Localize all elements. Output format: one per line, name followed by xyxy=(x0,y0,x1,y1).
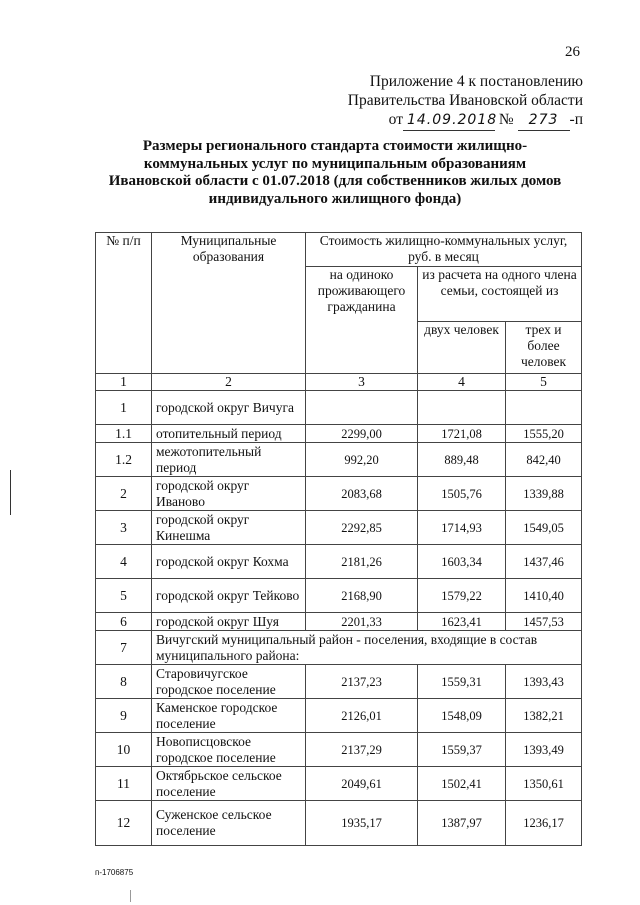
table-row xyxy=(96,733,582,767)
col-index: 5 xyxy=(506,374,582,391)
title-line: Размеры регионального стандарта стоимости жилищно- xyxy=(142,138,528,154)
table-row xyxy=(96,545,582,579)
row-number: 8 xyxy=(96,665,152,699)
row-cost-three xyxy=(506,391,582,425)
row-cost-three: 1350,61 xyxy=(506,767,582,801)
row-cost-two: 1559,31 xyxy=(418,665,506,699)
col-index: 3 xyxy=(306,374,418,391)
table-row xyxy=(96,579,582,613)
row-number: 1.1 xyxy=(96,425,152,443)
appendix-line-1: Приложение 4 к постановлению xyxy=(369,73,583,90)
row-cost-three: 842,40 xyxy=(506,443,582,477)
footer-stamp: п-1706875 xyxy=(95,868,134,877)
row-cost-single: 2299,00 xyxy=(306,425,418,443)
cost-standard-table xyxy=(95,232,582,846)
handwritten-number: 273 xyxy=(518,111,570,131)
row-number: 1.2 xyxy=(96,443,152,477)
row-cost-three: 1555,20 xyxy=(506,425,582,443)
row-number: 12 xyxy=(96,801,152,846)
table-row xyxy=(96,613,582,631)
table-row xyxy=(96,631,582,665)
row-municipality: городской округ Кохма xyxy=(152,545,306,579)
row-number: 1 xyxy=(96,391,152,425)
row-cost-single: 2201,33 xyxy=(306,613,418,631)
row-cost-three: 1393,43 xyxy=(506,665,582,699)
row-cost-three: 1437,46 xyxy=(506,545,582,579)
row-cost-single: 1935,17 xyxy=(306,801,418,846)
table-row xyxy=(96,699,582,733)
handwritten-date: 14.09.2018 xyxy=(403,111,495,131)
row-number: 2 xyxy=(96,477,152,511)
row-cost-two: 1387,97 xyxy=(418,801,506,846)
row-cost-three: 1382,21 xyxy=(506,699,582,733)
row-number: 9 xyxy=(96,699,152,733)
table-row xyxy=(96,511,582,545)
row-cost-single: 2137,29 xyxy=(306,733,418,767)
row-cost-three: 1236,17 xyxy=(506,801,582,846)
row-section-title: Вичугский муниципальный район - поселения, входящие в состав муниципального района: xyxy=(152,631,582,665)
table-row xyxy=(96,767,582,801)
table-row xyxy=(96,801,582,846)
table-row xyxy=(96,477,582,511)
header-two: двух человек xyxy=(418,322,506,374)
table-row xyxy=(96,443,582,477)
row-cost-two: 1502,41 xyxy=(418,767,506,801)
row-municipality: Октябрьское сельское поселение xyxy=(152,767,306,801)
row-cost-single xyxy=(306,391,418,425)
table-row xyxy=(96,425,582,443)
row-number: 11 xyxy=(96,767,152,801)
row-number: 7 xyxy=(96,631,152,665)
title-line: коммунальных услуг по муниципальным образованиям xyxy=(143,155,527,172)
title-line: индивидуального жилищного фонда) xyxy=(208,190,462,207)
row-cost-two: 1505,76 xyxy=(418,477,506,511)
row-cost-two: 1559,37 xyxy=(418,733,506,767)
number-label: № xyxy=(498,111,514,128)
row-cost-two: 889,48 xyxy=(418,443,506,477)
row-municipality: Старовичугское городское поселение xyxy=(152,665,306,699)
row-number: 4 xyxy=(96,545,152,579)
col-index: 1 xyxy=(96,374,152,391)
row-municipality: городской округ Вичуга xyxy=(152,391,306,425)
header-municipality: Муниципальные образования xyxy=(152,233,306,374)
row-cost-single: 2126,01 xyxy=(306,699,418,733)
row-cost-three: 1549,05 xyxy=(506,511,582,545)
col-index: 4 xyxy=(418,374,506,391)
appendix-line-3 xyxy=(348,110,583,131)
row-number: 5 xyxy=(96,579,152,613)
header-family-group: из расчета на одного члена семьи, состоящей из xyxy=(418,267,582,322)
row-cost-single: 2292,85 xyxy=(306,511,418,545)
row-cost-two xyxy=(418,391,506,425)
col-index: 2 xyxy=(152,374,306,391)
scan-margin-mark xyxy=(10,470,11,515)
header-single: на одиноко проживающего гражданина xyxy=(306,267,418,374)
row-municipality: городской округ Кинешма xyxy=(152,511,306,545)
row-cost-three: 1410,40 xyxy=(506,579,582,613)
row-cost-single: 2049,61 xyxy=(306,767,418,801)
header-three-plus: трех и более человек xyxy=(506,322,582,374)
row-municipality: городской округ Иваново xyxy=(152,477,306,511)
scan-margin-mark xyxy=(130,890,131,902)
row-municipality: Новописцовское городское поселение xyxy=(152,733,306,767)
number-suffix: -п xyxy=(569,111,583,128)
row-municipality: городской округ Тейково xyxy=(152,579,306,613)
appendix-header xyxy=(348,72,583,131)
document-title xyxy=(100,138,570,208)
title-line: Ивановской области с 01.07.2018 (для собственников жилых домов xyxy=(108,173,562,189)
row-cost-three: 1339,88 xyxy=(506,477,582,511)
row-number: 3 xyxy=(96,511,152,545)
row-cost-three: 1457,53 xyxy=(506,613,582,631)
row-cost-two: 1721,08 xyxy=(418,425,506,443)
page-number: 26 xyxy=(565,44,580,60)
row-cost-two: 1714,93 xyxy=(418,511,506,545)
row-municipality: отопительный период xyxy=(152,425,306,443)
row-cost-three: 1393,49 xyxy=(506,733,582,767)
row-cost-single: 2181,26 xyxy=(306,545,418,579)
table-row xyxy=(96,665,582,699)
row-cost-two: 1548,09 xyxy=(418,699,506,733)
row-number: 10 xyxy=(96,733,152,767)
row-cost-two: 1623,41 xyxy=(418,613,506,631)
row-number: 6 xyxy=(96,613,152,631)
row-municipality: Каменское городское поселение xyxy=(152,699,306,733)
row-cost-single: 2168,90 xyxy=(306,579,418,613)
header-num: № п/п xyxy=(96,233,152,374)
row-municipality: городской округ Шуя xyxy=(152,613,306,631)
appendix-line-2: Правительства Ивановской области xyxy=(347,92,583,109)
row-cost-single: 2137,23 xyxy=(306,665,418,699)
row-cost-two: 1603,34 xyxy=(418,545,506,579)
row-municipality: Суженское сельское поселение xyxy=(152,801,306,846)
row-cost-single: 2083,68 xyxy=(306,477,418,511)
row-cost-two: 1579,22 xyxy=(418,579,506,613)
from-label: от xyxy=(388,111,403,128)
header-cost-group: Стоимость жилищно-коммунальных услуг, руб. в месяц xyxy=(306,233,582,267)
row-cost-single: 992,20 xyxy=(306,443,418,477)
table-row xyxy=(96,391,582,425)
row-municipality: межотопительный период xyxy=(152,443,306,477)
